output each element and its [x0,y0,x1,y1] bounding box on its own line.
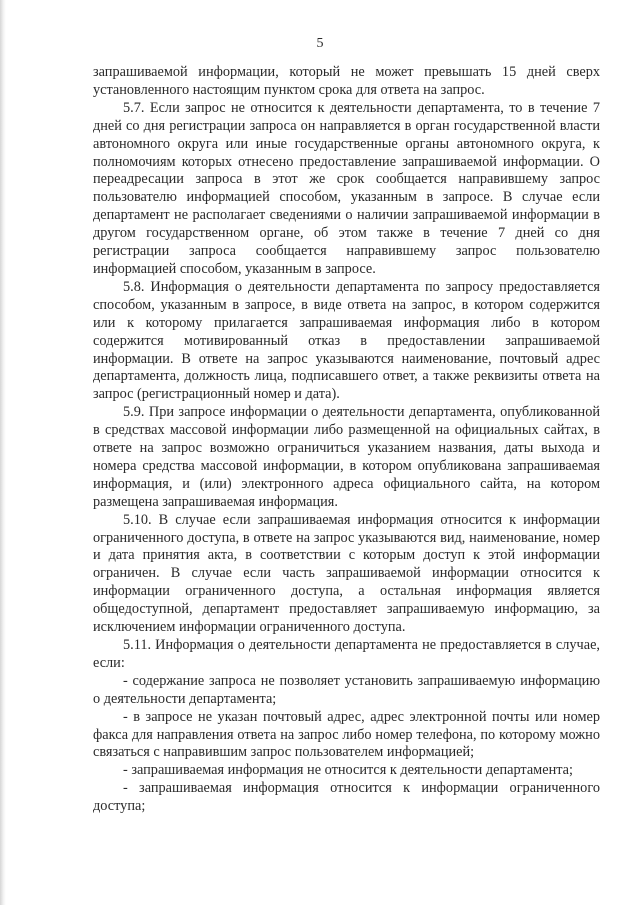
paragraph: 5.9. При запросе информации о деятельности департамента, опубликованной в средствах массовой информации либо размещенной на официальных сайтах, в ответе на запрос возможно ограничиться указанием названия, даты выхода и номера средства массовой информации, в котором опубликована запрашиваемая информация, и (или) электронного адреса официального сайта, на котором размещена запрашиваемая информация. [93,404,600,510]
paragraph: - запрашиваемая информация не относится к деятельности департамента; [123,762,573,779]
paragraph: 5.10. В случае если запрашиваемая информация относится к информации ограниченного доступа, в ответе на запрос указываются вид, наименование, номер и дата принятия акта, в соответствии с которым доступ к этой информации ограничен. В случае если часть запрашиваемой информации относится к информации ограниченного доступа, а остальная информация является общедоступной, департамент предоставляет запрашиваемую информацию, за исключением информации ограниченного доступа. [93,511,600,636]
paragraph: - в запросе не указан почтовый адрес, адрес электронной почты или номер факса для направления ответа на запрос либо номер телефона, по которому можно связаться с направившим запрос пользователем информацией; [93,708,600,761]
scan-edge-shadow [0,0,6,905]
paragraph: - содержание запроса не позволяет установить запрашиваемую информацию о деятельности департамента; [93,672,600,707]
paragraph: 5.8. Информация о деятельности департамента по запросу предоставляется способом, указанным в запросе, в виде ответа на запрос, в котором содержится или к которому прилагается запрашиваемая информация либо в котором содержится мотивированный отказ в предоставлении запрашиваемой информации. В ответе на запрос указываются наименование, почтовый адрес департамента, должность лица, подписавшего ответ, а также реквизиты ответа на запрос (регистрационный номер и дата). [93,278,600,403]
paragraph: - запрашиваемая информация относится к информации ограниченного доступа; [93,780,600,815]
page-number: 5 [316,36,324,51]
document-body [93,64,600,816]
paragraph: 5.11. Информация о деятельности департамента не предоставляется в случае, если: [93,637,600,671]
paragraph: запрашиваемой информации, который не может превышать 15 дней сверх установленного настоящим пунктом срока для ответа на запрос. [93,64,600,98]
paragraph: 5.7. Если запрос не относится к деятельности департамента, то в течение 7 дней со дня регистрации запроса он направляется в орган государственной власти автономного округа или иные государственные органы автономного округа, к полномочиям которых отнесено предоставление запрашиваемой информации. О переадресации запроса в этот же срок сообщается направившему запрос пользователю информацией способом, указанным в запросе. В случае если департамент не располагает сведениями о наличии запрашиваемой информации в другом государственном органе, об этом также в течение 7 дней со дня регистрации запроса сообщается направившему запрос пользователю информацией способом, указанным в запросе. [93,99,600,277]
